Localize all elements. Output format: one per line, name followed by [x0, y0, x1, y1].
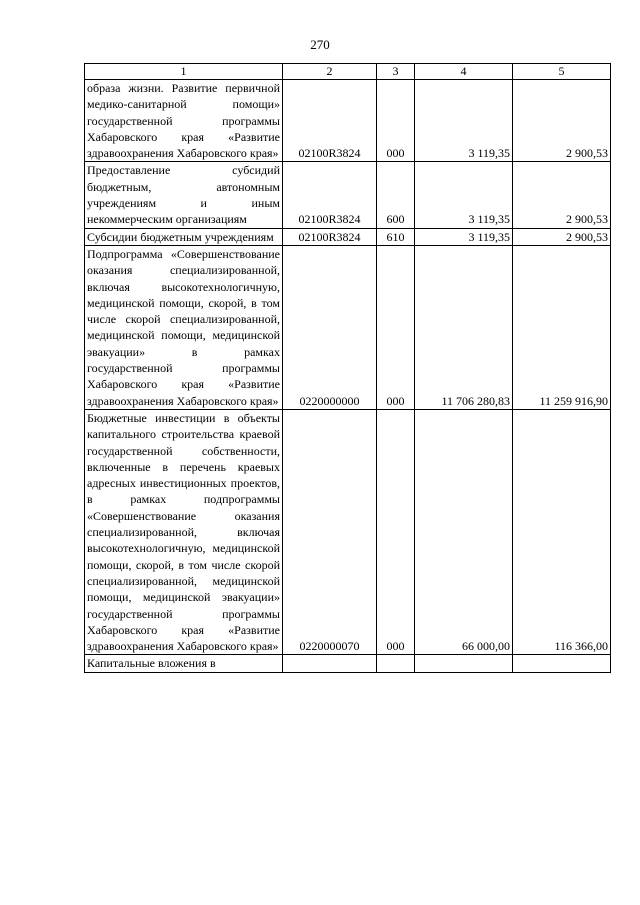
- row-name: Капитальные вложения в: [85, 655, 283, 672]
- table-row: [85, 245, 611, 409]
- table-row: [85, 162, 611, 228]
- page-number: 270: [310, 37, 330, 52]
- header-col-1: 1: [85, 64, 283, 80]
- row-value-1: 66 000,00: [415, 409, 513, 654]
- row-value-1: 3 119,35: [415, 228, 513, 245]
- row-value-1: 11 706 280,83: [415, 245, 513, 409]
- row-value-2: 2 900,53: [513, 80, 611, 162]
- header-col-4: 4: [415, 64, 513, 80]
- row-code: 02100R3824: [283, 228, 377, 245]
- row-value-1: [415, 655, 513, 672]
- row-value-2: [513, 655, 611, 672]
- row-type: [377, 655, 415, 672]
- row-value-2: 2 900,53: [513, 162, 611, 228]
- table-row: [85, 655, 611, 672]
- row-type: 000: [377, 409, 415, 654]
- row-type: 610: [377, 228, 415, 245]
- row-name: Предоставление субсидий бюджетным, автономным учреждениям и иным некоммерческим организациям: [85, 162, 283, 228]
- row-code: 02100R3824: [283, 80, 377, 162]
- row-type: 600: [377, 162, 415, 228]
- row-value-1: 3 119,35: [415, 80, 513, 162]
- row-code: [283, 655, 377, 672]
- row-name: Бюджетные инвестиции в объекты капитального строительства краевой государственной собственности, включенные в перечень краевых адресных инвестиционных проектов, в рамках подпрограммы «Совершенствование оказания специализированной, включая высокотехнологичную, медицинской помощи, скорой, в том числе скорой специализированной, медицинской помощи, медицинской эвакуации» государственной программы Хабаровского края «Развитие здравоохранения Хабаровского края»: [85, 409, 283, 654]
- row-type: 000: [377, 245, 415, 409]
- row-value-1: 3 119,35: [415, 162, 513, 228]
- row-type: 000: [377, 80, 415, 162]
- table-row: [85, 80, 611, 162]
- row-code: 02100R3824: [283, 162, 377, 228]
- row-name: образа жизни. Развитие первичной медико-санитарной помощи» государственной программы Хабаровского края «Развитие здравоохранения Хабаровского края»: [85, 80, 283, 162]
- table-header-row: [85, 64, 611, 80]
- row-name: Субсидии бюджетным учреждениям: [85, 228, 283, 245]
- row-value-2: 116 366,00: [513, 409, 611, 654]
- budget-table: [84, 63, 611, 673]
- row-value-2: 2 900,53: [513, 228, 611, 245]
- row-value-2: 11 259 916,90: [513, 245, 611, 409]
- header-col-5: 5: [513, 64, 611, 80]
- row-code: 0220000070: [283, 409, 377, 654]
- header-col-2: 2: [283, 64, 377, 80]
- row-name: Подпрограмма «Совершенствование оказания специализированной, включая высокотехнологичную, медицинской помощи, скорой, в том числе скорой специализированной, медицинской помощи, медицинской эвакуации» в рамках государственной программы Хабаровского края «Развитие здравоохранения Хабаровского края»: [85, 245, 283, 409]
- header-col-3: 3: [377, 64, 415, 80]
- row-code: 0220000000: [283, 245, 377, 409]
- table-row: [85, 228, 611, 245]
- table-row: [85, 409, 611, 654]
